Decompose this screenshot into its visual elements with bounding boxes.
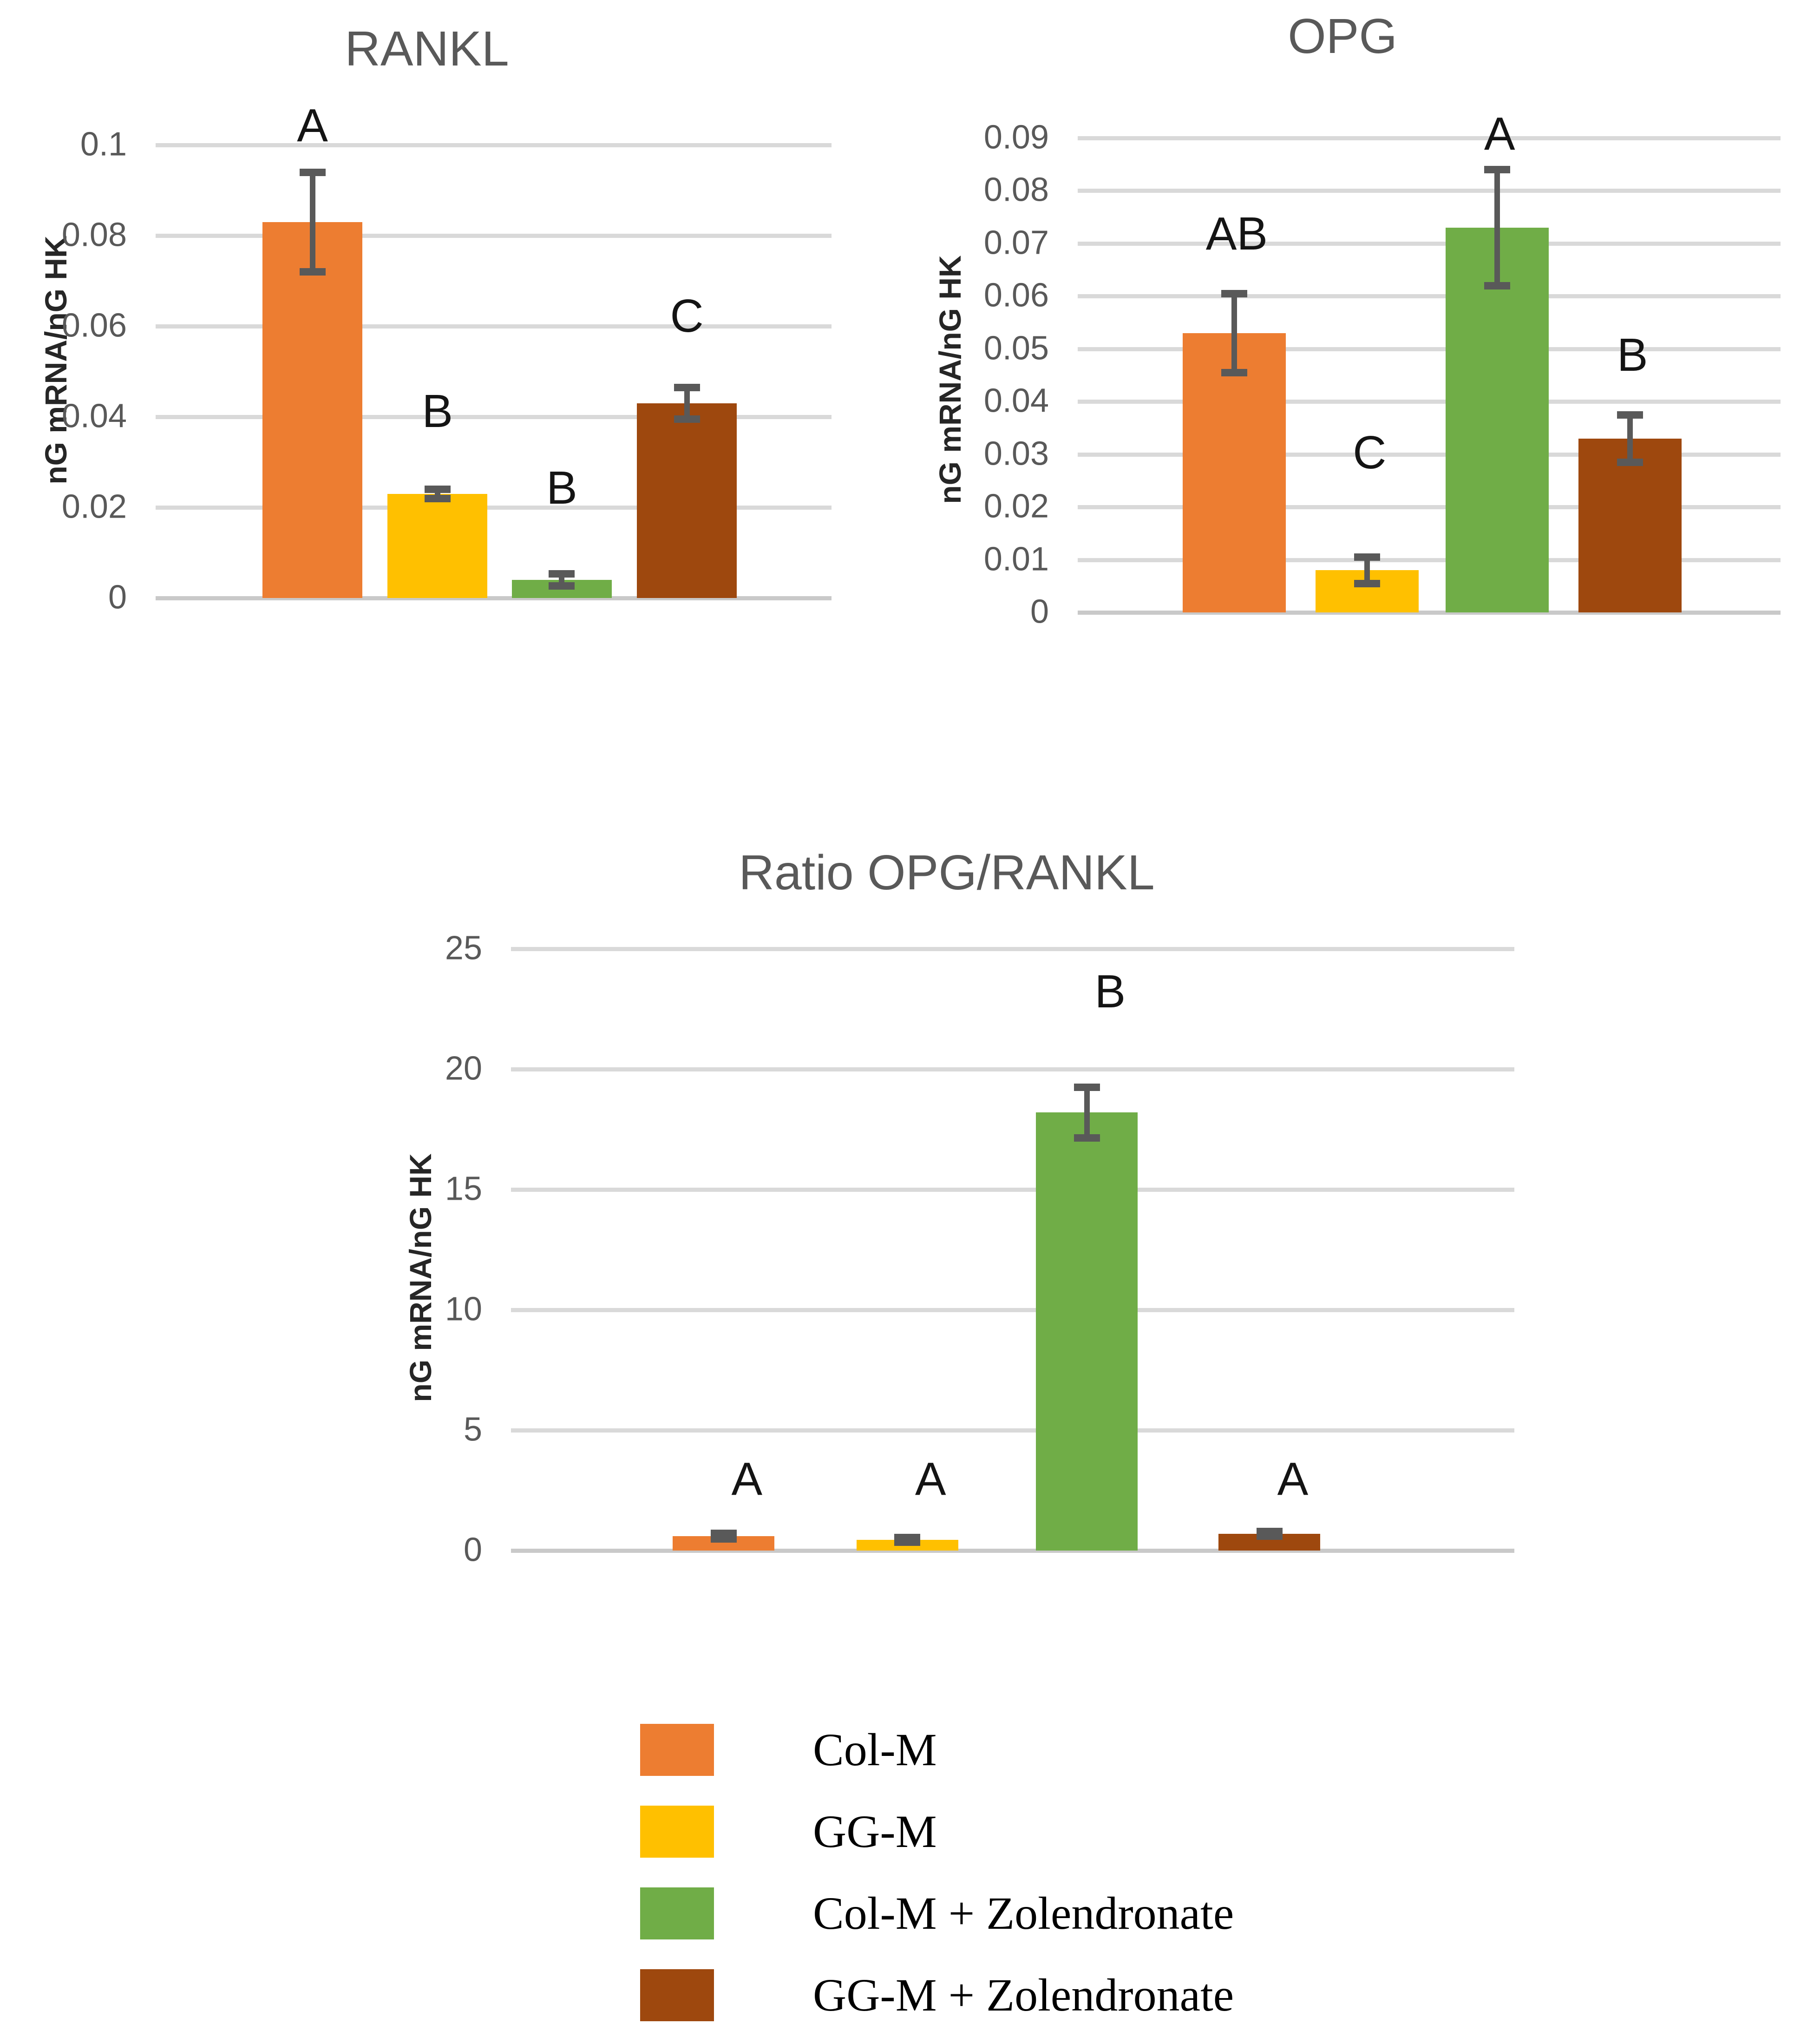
y-tick-label: 0: [108, 578, 127, 616]
gridline: [1078, 242, 1781, 246]
error-bar-cap-top: [425, 486, 451, 493]
error-bar-cap-top: [674, 384, 700, 391]
error-bar-cap-top: [1354, 553, 1380, 561]
error-bar-cap-bottom: [300, 268, 326, 276]
error-bar-cap-bottom: [894, 1538, 920, 1546]
y-tick-label: 0.06: [983, 276, 1049, 314]
gridline: [511, 1308, 1514, 1312]
error-bar-cap-bottom: [1257, 1532, 1283, 1540]
error-bar-cap-bottom: [1221, 369, 1247, 376]
error-bar-line: [684, 388, 690, 419]
error-bar-cap-bottom: [711, 1535, 737, 1543]
gridline: [1078, 189, 1781, 193]
error-bar-cap-top: [1617, 411, 1643, 419]
gridline: [1078, 294, 1781, 298]
significance-letter: C: [1353, 427, 1387, 479]
error-bar-line: [1231, 294, 1237, 373]
gridline: [156, 234, 832, 238]
error-bar-cap-bottom: [1617, 459, 1643, 466]
y-tick-label: 15: [445, 1170, 482, 1208]
chart-title: Ratio OPG/RANKL: [739, 845, 1155, 900]
significance-letter: B: [422, 385, 453, 437]
gridline: [156, 143, 832, 147]
gridline: [511, 1428, 1514, 1433]
error-bar-cap-bottom: [1354, 580, 1380, 587]
gridline: [511, 1188, 1514, 1192]
y-tick-label: 0.09: [983, 118, 1049, 156]
significance-letter: A: [1277, 1453, 1309, 1505]
y-axis-label: nG mRNA/nG HK: [39, 236, 73, 485]
error-bar-line: [310, 172, 315, 272]
y-axis-label: nG mRNA/nG HK: [933, 255, 967, 504]
legend-swatch-col-m-zolendronate: [640, 1887, 714, 1939]
y-tick-label: 5: [463, 1411, 482, 1448]
error-bar-line: [1627, 415, 1633, 462]
zero-axis-line: [511, 1549, 1514, 1553]
legend-label-gg-m-zolendronate: GG-M + Zolendronate: [813, 1969, 1234, 2021]
legend-label-col-m-zolendronate: Col-M + Zolendronate: [813, 1887, 1234, 1939]
gridline: [511, 947, 1514, 951]
y-axis-label: nG mRNA/nG HK: [403, 1153, 438, 1402]
y-tick-label: 0.03: [983, 435, 1049, 473]
legend-label-gg-m: GG-M: [813, 1806, 937, 1857]
bar-col-m-zolendronate: [1036, 1112, 1138, 1551]
y-tick-label: 20: [445, 1050, 482, 1087]
error-bar-cap-top: [1074, 1084, 1100, 1091]
y-tick-label: 0.07: [983, 224, 1049, 262]
significance-letter: A: [297, 99, 328, 152]
y-tick-label: 0.08: [983, 171, 1049, 209]
y-tick-label: 0.02: [61, 488, 127, 526]
y-tick-label: 0.04: [61, 397, 127, 435]
y-tick-label: 25: [445, 929, 482, 967]
legend-swatch-gg-m-zolendronate: [640, 1969, 714, 2021]
error-bar-cap-bottom: [1074, 1134, 1100, 1142]
y-tick-label: 0: [1030, 593, 1049, 631]
y-tick-label: 10: [445, 1290, 482, 1328]
significance-letter: B: [1094, 966, 1126, 1018]
bar-col-m: [262, 222, 362, 598]
bar-gg-m: [387, 494, 487, 598]
significance-letter: B: [1617, 329, 1648, 381]
gridline: [1078, 136, 1781, 140]
significance-letter: A: [915, 1453, 946, 1505]
y-tick-label: 0.02: [983, 487, 1049, 525]
error-bar-cap-bottom: [425, 495, 451, 502]
significance-letter: B: [546, 462, 577, 514]
error-bar-cap-bottom: [1484, 282, 1510, 289]
significance-letter: A: [731, 1453, 763, 1505]
chart-title: RANKL: [345, 21, 509, 76]
error-bar-cap-top: [300, 169, 326, 176]
error-bar-line: [1494, 170, 1500, 286]
bar-gg-m-zolendronate: [637, 403, 737, 598]
significance-letter: AB: [1205, 208, 1268, 260]
y-tick-label: 0.1: [80, 125, 127, 163]
y-tick-label: 0.08: [61, 216, 127, 254]
significance-letter: A: [1484, 107, 1515, 160]
error-bar-cap-top: [1221, 290, 1247, 297]
legend-swatch-col-m: [640, 1724, 714, 1776]
y-tick-label: 0: [463, 1531, 482, 1569]
error-bar-cap-bottom: [674, 415, 700, 423]
y-tick-label: 0.04: [983, 382, 1049, 420]
error-bar-cap-top: [1484, 166, 1510, 173]
chart-title: OPG: [1288, 9, 1397, 64]
error-bar-cap-bottom: [549, 582, 575, 590]
gridline: [156, 324, 832, 329]
legend-swatch-gg-m: [640, 1806, 714, 1858]
significance-letter: C: [670, 289, 704, 342]
y-tick-label: 0.05: [983, 329, 1049, 367]
error-bar-cap-top: [549, 570, 575, 578]
y-tick-label: 0.01: [983, 540, 1049, 578]
y-tick-label: 0.06: [61, 307, 127, 344]
gridline: [511, 1067, 1514, 1071]
legend-label-col-m: Col-M: [813, 1724, 937, 1775]
error-bar-line: [1084, 1087, 1090, 1138]
